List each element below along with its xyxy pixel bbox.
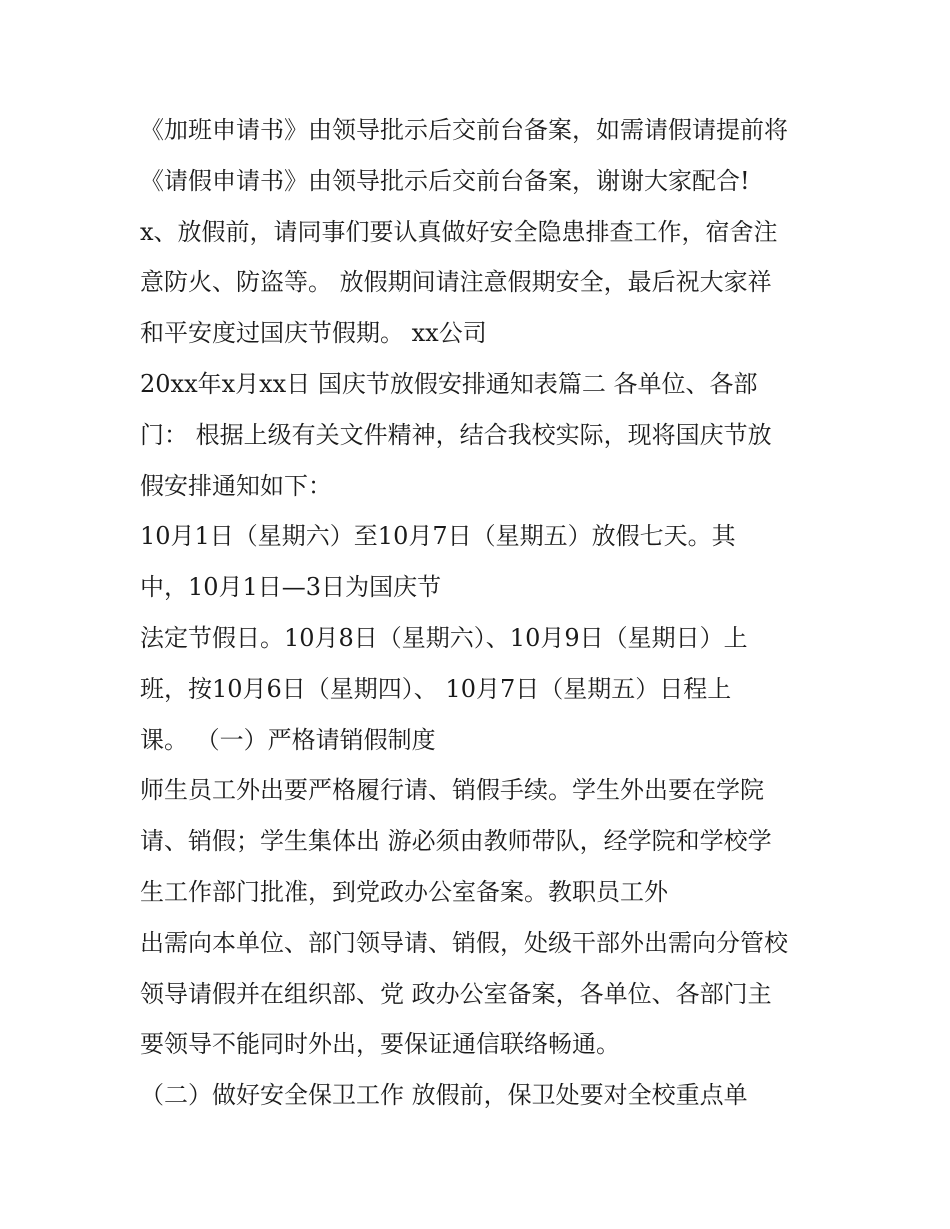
text-line-4: 意防火、防盗等。 放假期间请注意假期安全，最后祝大家祥 — [140, 268, 772, 297]
text-line-15: 请、销假；学生集体出 游必须由教师带队，经学院和学校学 — [140, 827, 772, 856]
text-line-14: 师生员工外出要严格履行请、销假手续。学生外出要在学院 — [140, 776, 764, 805]
text-line-16: 生工作部门批准，到党政办公室备案。教职员工外 — [140, 877, 668, 906]
text-line-5: 和平安度过国庆节假期。 xx公司 — [140, 319, 487, 348]
text-line-20: （二）做好安全保卫工作 放假前，保卫处要对全校重点单 — [140, 1081, 748, 1110]
document-body — [140, 105, 830, 1121]
text-line-12: 班，按10月6日（星期四）、 10月7日（星期五）日程上 — [140, 674, 732, 703]
text-line-3: x、放假前，请同事们要认真做好安全隐患排查工作，宿舍注 — [140, 217, 778, 246]
text-line-18: 领导请假并在组织部、党 政办公室备案，各单位、各部门主 — [140, 979, 772, 1008]
text-line-9: 10月1日（星期六）至10月7日（星期五）放假七天。其 — [140, 522, 736, 551]
text-line-2: 《请假申请书》由领导批示后交前台备案，谢谢大家配合! — [140, 166, 750, 195]
text-line-8: 假安排通知如下： — [140, 471, 332, 500]
text-line-6: 20xx年x月xx日 国庆节放假安排通知表篇二 各单位、各部 — [140, 369, 758, 398]
text-line-13: 课。 （一）严格请销假制度 — [140, 725, 436, 754]
text-line-17: 出需向本单位、部门领导请、销假，处级干部外出需向分管校 — [140, 928, 788, 957]
text-line-10: 中，10月1日—3日为国庆节 — [140, 573, 442, 602]
text-line-1: 《加班申请书》由领导批示后交前台备案，如需请假请提前将 — [140, 116, 788, 144]
text-line-19: 要领导不能同时外出，要保证通信联络畅通。 — [140, 1030, 620, 1059]
text-line-11: 法定节假日。10月8日（星期六）、10月9日（星期日）上 — [140, 623, 748, 652]
text-line-7: 门： 根据上级有关文件精神，结合我校实际，现将国庆节放 — [140, 420, 772, 449]
